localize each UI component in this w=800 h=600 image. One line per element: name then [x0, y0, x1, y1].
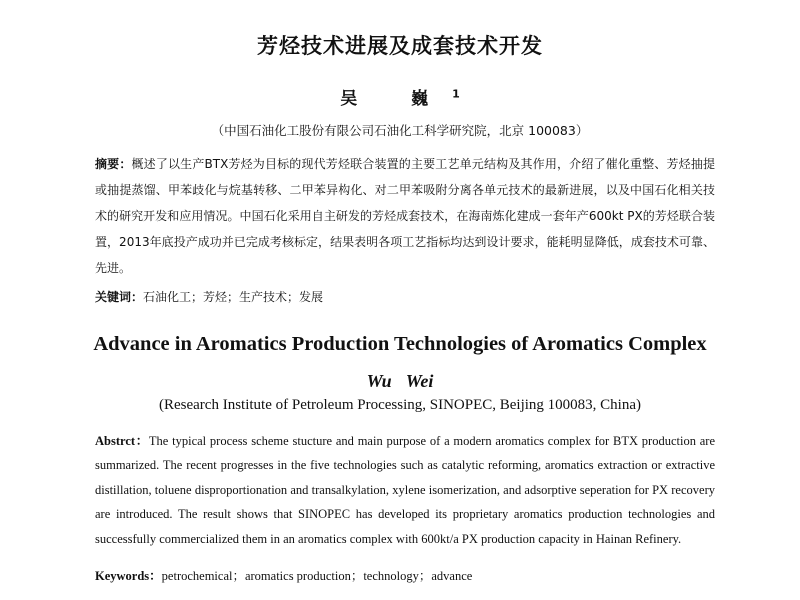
english-affiliation: (Research Institute of Petroleum Processing, SINOPEC, Beijing 100083, China): [158, 397, 642, 413]
english-author: Wu Wei: [366, 371, 434, 391]
english-keywords: [95, 566, 715, 586]
chinese-keywords-text: 石油化工；芳烃；生产技术；发展: [143, 290, 324, 304]
chinese-keywords: [95, 287, 715, 307]
chinese-keywords-label: 关键词：: [95, 290, 144, 304]
chinese-author: [0, 84, 800, 109]
chinese-abstract-label: 摘要：: [95, 157, 132, 171]
chinese-abstract-text: 概述了以生产BTX芳烃为目标的现代芳烃联合装置的主要工艺单元结构及其作用，介绍了催化重整、芳烃抽提或抽提蒸馏、甲苯歧化与烷基转移、二甲苯异构化、对二甲苯吸附分离各单元技术的最新进展，以及中国石化相关技术的研究开发和应用情况。中国石化采用自主研发的芳烃成套技术，在海南炼化建成一套年产600kt PX的芳烃联合装置，2013年底投产成功并已完成考核标定，结果表明各项工艺指标均达到设计要求，能耗明显降低，成套技术可靠、先进。: [95, 157, 715, 275]
english-abstract-text: The typical process scheme stucture and main purpose of a modern aromatics complex for BTX production are summarized. The recent progresses in the five technologies such as catalytic reforming, aromatics extraction or extractive distillation, toluene disproportionation and transalkylation, xylene isomerization, and adsorptive seperation for PX recovery are introduced. The result shows that SINOPEC has developed its proprietary aromatics production technologies and successfully commercialized them in an aromatics complex with 600kt/a PX production capacity in Hainan Refinery.: [95, 434, 715, 546]
english-abstract: [95, 429, 715, 551]
english-title: Advance in Aromatics Production Technologies of Aromatics Complex: [93, 333, 707, 355]
chinese-affiliation: （中国石油化工股份有限公司石油化工科学研究院，北京 100083）: [211, 123, 589, 138]
chinese-author-name: 吴 巍: [340, 89, 453, 109]
chinese-title: 芳烃技术进展及成套技术开发: [257, 34, 543, 58]
english-keywords-text: petrochemical；aromatics production；technology；advance: [161, 569, 473, 583]
english-keywords-label: Keywords：: [95, 569, 162, 583]
english-abstract-label: Abstrct：: [95, 434, 149, 448]
chinese-abstract: [95, 151, 715, 281]
author-footnote-mark: 1: [452, 87, 460, 101]
